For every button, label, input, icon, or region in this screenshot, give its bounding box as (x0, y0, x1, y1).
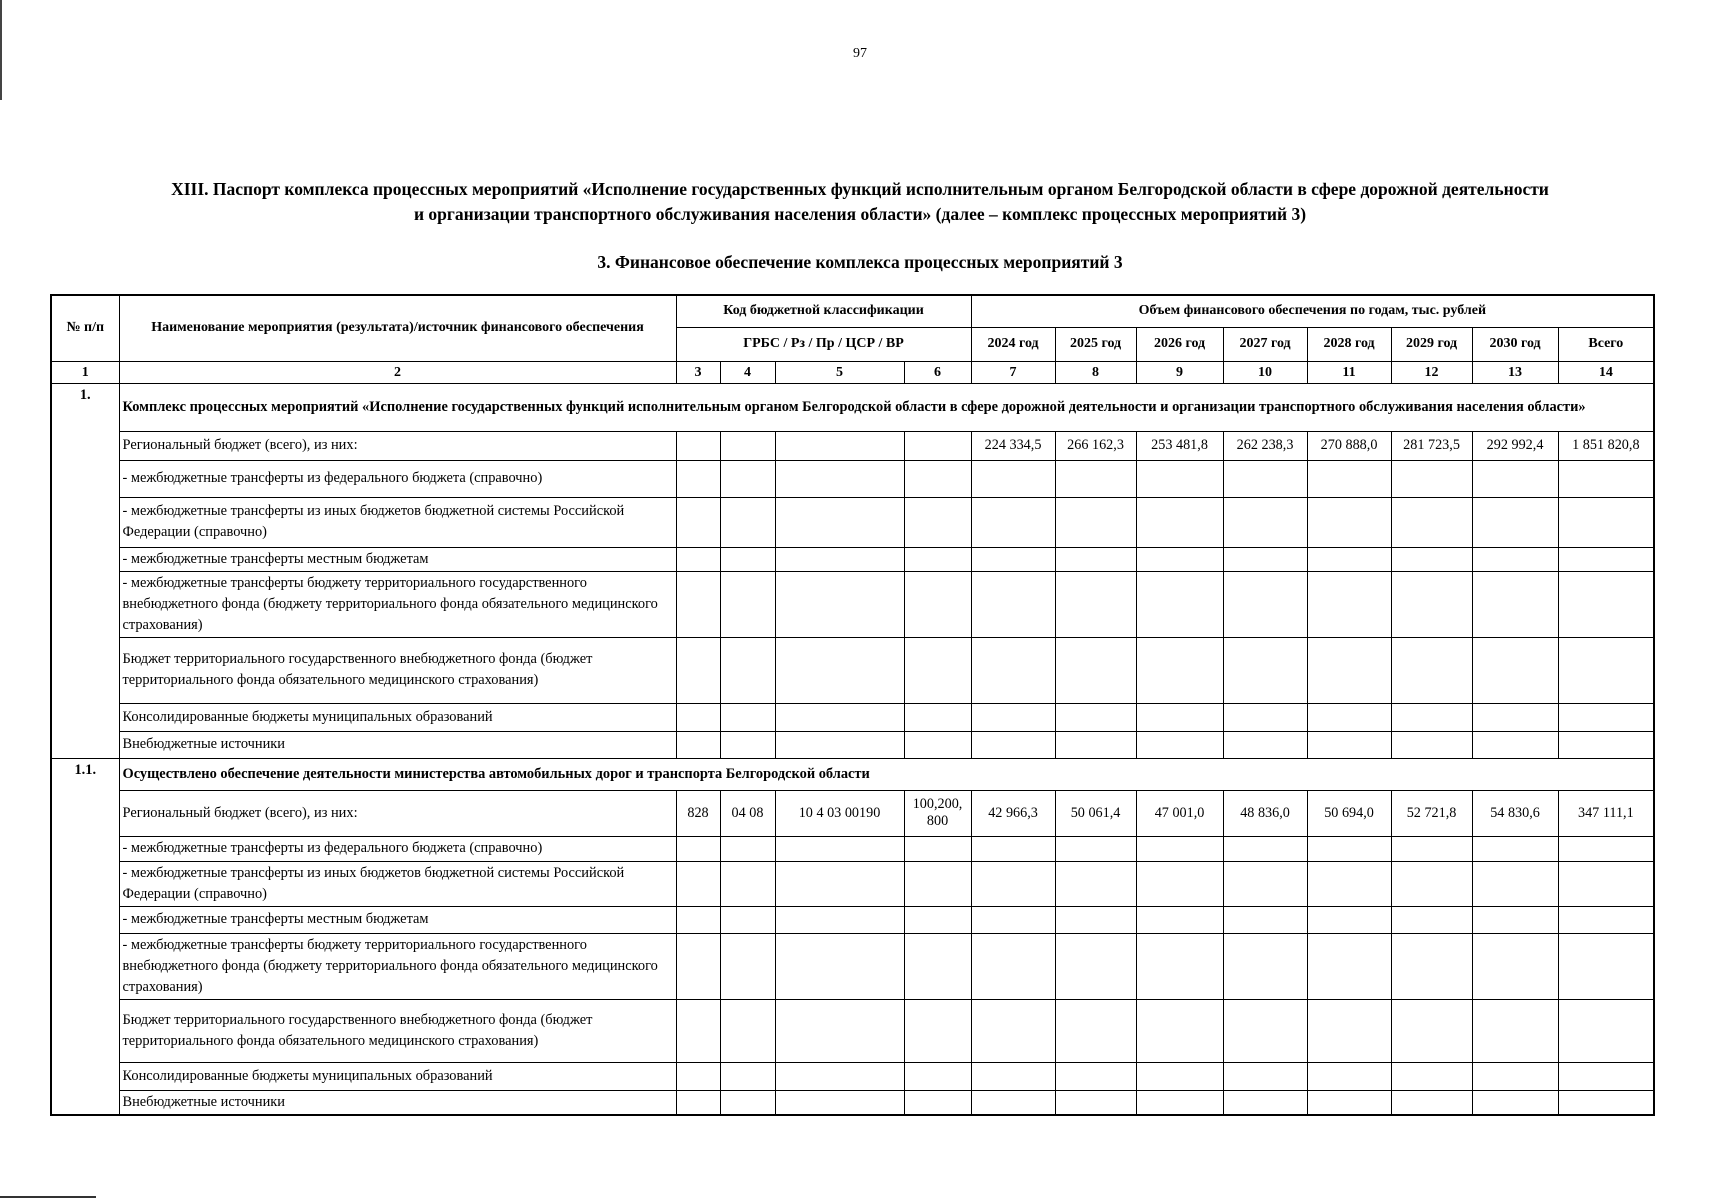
budget-code-cell (775, 1090, 904, 1115)
budget-code-cell (904, 933, 971, 999)
total-value-cell (1558, 1062, 1654, 1090)
budget-code-cell (720, 999, 775, 1062)
year-value-cell: 292 992,4 (1472, 431, 1558, 460)
year-value-cell (971, 571, 1055, 637)
year-value-cell: 224 334,5 (971, 431, 1055, 460)
column-index: 9 (1136, 361, 1223, 383)
year-value-cell (1136, 1090, 1223, 1115)
budget-code-cell (775, 497, 904, 547)
year-value-cell (1391, 571, 1472, 637)
year-value-cell (1223, 497, 1307, 547)
funding-source-name: Внебюджетные источники (119, 1090, 676, 1115)
funding-source-name: Консолидированные бюджеты муниципальных образований (119, 703, 676, 731)
year-value-cell (1472, 547, 1558, 571)
total-value-cell (1558, 861, 1654, 906)
budget-code-cell (676, 460, 720, 497)
column-index: 13 (1472, 361, 1558, 383)
header-year: 2030 год (1472, 327, 1558, 361)
budget-code-cell (676, 571, 720, 637)
table-row (51, 1090, 1654, 1115)
year-value-cell (1055, 1090, 1136, 1115)
year-value-cell (1472, 637, 1558, 703)
year-value-cell (971, 933, 1055, 999)
header-name: Наименование мероприятия (результата)/источник финансового обеспечения (119, 295, 676, 361)
year-value-cell (1391, 731, 1472, 758)
header-num: № п/п (51, 295, 119, 361)
title-line-2: и организации транспортного обслуживания населения области» (далее – комплекс процессных мероприятий 3) (413, 204, 1307, 224)
table-row (51, 571, 1654, 637)
header-year: 2026 год (1136, 327, 1223, 361)
column-index: 3 (676, 361, 720, 383)
year-value-cell (1307, 571, 1391, 637)
year-value-cell (1472, 906, 1558, 933)
year-value-cell (1136, 1062, 1223, 1090)
group-title: Комплекс процессных мероприятий «Исполнение государственных функций исполнительным органом Белгородской области в сфере дорожной деятельности и организации транспортного обслуживания населения области» (119, 383, 1654, 431)
year-value-cell (1055, 637, 1136, 703)
budget-code-cell (775, 731, 904, 758)
year-value-cell (1472, 1062, 1558, 1090)
year-value-cell (1055, 999, 1136, 1062)
budget-code-cell (720, 547, 775, 571)
year-value-cell (1055, 571, 1136, 637)
budget-code-cell (775, 933, 904, 999)
year-value-cell (1055, 497, 1136, 547)
year-value-cell (1307, 497, 1391, 547)
table-row (51, 790, 1654, 836)
year-value-cell: 48 836,0 (1223, 790, 1307, 836)
year-value-cell (1223, 460, 1307, 497)
budget-code-cell (676, 431, 720, 460)
table-row (51, 1062, 1654, 1090)
year-value-cell (1055, 933, 1136, 999)
budget-code-cell: 10 4 03 00190 (775, 790, 904, 836)
year-value-cell (1307, 999, 1391, 1062)
budget-code-cell (904, 431, 971, 460)
funding-source-name: Бюджет территориального государственного внебюджетного фонда (бюджет территориального фонда обязательного медицинского страхования) (119, 999, 676, 1062)
funding-source-name: Внебюджетные источники (119, 731, 676, 758)
budget-code-cell (775, 571, 904, 637)
year-value-cell (1136, 460, 1223, 497)
year-value-cell (1223, 1062, 1307, 1090)
page-number: 97 (853, 46, 867, 61)
budget-code-cell: 828 (676, 790, 720, 836)
budget-code-cell (676, 703, 720, 731)
budget-code-cell (676, 547, 720, 571)
header-volume: Объем финансового обеспечения по годам, тыс. рублей (971, 295, 1654, 327)
table-row (51, 933, 1654, 999)
column-index: 4 (720, 361, 775, 383)
year-value-cell (1055, 731, 1136, 758)
table-row (51, 836, 1654, 861)
year-value-cell (1055, 703, 1136, 731)
funding-source-name: Бюджет территориального государственного внебюджетного фонда (бюджет территориального фонда обязательного медицинского страхования) (119, 637, 676, 703)
budget-code-cell (775, 637, 904, 703)
budget-code-cell (720, 906, 775, 933)
year-value-cell (1307, 906, 1391, 933)
funding-source-name: Региональный бюджет (всего), из них: (119, 431, 676, 460)
year-value-cell (1472, 1090, 1558, 1115)
funding-source-name: - межбюджетные трансферты из федерального бюджета (справочно) (119, 836, 676, 861)
funding-source-name: Консолидированные бюджеты муниципальных образований (119, 1062, 676, 1090)
year-value-cell (971, 861, 1055, 906)
year-value-cell (1307, 836, 1391, 861)
financing-table (50, 294, 1655, 1116)
column-index: 12 (1391, 361, 1472, 383)
funding-source-name: - межбюджетные трансферты бюджету территориального государственного внебюджетного фонда (бюджету территориального фонда обязательного медицинского страхования) (119, 933, 676, 999)
year-value-cell (1472, 703, 1558, 731)
total-value-cell: 1 851 820,8 (1558, 431, 1654, 460)
year-value-cell: 281 723,5 (1391, 431, 1472, 460)
table-row (51, 703, 1654, 731)
budget-code-cell (676, 999, 720, 1062)
year-value-cell (1307, 731, 1391, 758)
column-index: 10 (1223, 361, 1307, 383)
year-value-cell (1223, 933, 1307, 999)
funding-source-name: - межбюджетные трансферты местным бюджетам (119, 547, 676, 571)
budget-code-cell (904, 637, 971, 703)
year-value-cell (971, 999, 1055, 1062)
budget-code-cell (676, 836, 720, 861)
year-value-cell (1472, 731, 1558, 758)
year-value-cell (1136, 571, 1223, 637)
header-year: 2027 год (1223, 327, 1307, 361)
budget-code-cell (676, 637, 720, 703)
budget-code-cell (904, 999, 971, 1062)
budget-code-cell (720, 1062, 775, 1090)
year-value-cell (1223, 906, 1307, 933)
document-title (50, 177, 1670, 227)
year-value-cell (1136, 906, 1223, 933)
table-row (51, 861, 1654, 906)
budget-code-cell (775, 460, 904, 497)
year-value-cell (1391, 703, 1472, 731)
total-value-cell (1558, 731, 1654, 758)
year-value-cell (1391, 861, 1472, 906)
budget-code-cell (904, 861, 971, 906)
budget-code-cell (676, 1090, 720, 1115)
budget-code-cell (676, 861, 720, 906)
funding-source-name: Региональный бюджет (всего), из них: (119, 790, 676, 836)
year-value-cell (1223, 637, 1307, 703)
year-value-cell: 50 061,4 (1055, 790, 1136, 836)
year-value-cell (1136, 933, 1223, 999)
year-value-cell (971, 460, 1055, 497)
column-index: 11 (1307, 361, 1391, 383)
budget-code-cell (775, 836, 904, 861)
group-number: 1.1. (51, 758, 119, 1115)
budget-code-cell (904, 571, 971, 637)
total-value-cell (1558, 906, 1654, 933)
year-value-cell (1223, 999, 1307, 1062)
funding-source-name: - межбюджетные трансферты из иных бюджетов бюджетной системы Российской Федерации (справочно) (119, 497, 676, 547)
year-value-cell (1307, 703, 1391, 731)
budget-code-cell (775, 547, 904, 571)
column-index: 7 (971, 361, 1055, 383)
scan-line (0, 1196, 96, 1198)
table-row (51, 460, 1654, 497)
year-value-cell (1391, 933, 1472, 999)
total-value-cell (1558, 497, 1654, 547)
year-value-cell (1391, 836, 1472, 861)
group-title: Осуществлено обеспечение деятельности министерства автомобильных дорог и транспорта Белгородской области (119, 758, 1654, 790)
year-value-cell (971, 731, 1055, 758)
total-value-cell (1558, 1090, 1654, 1115)
year-value-cell (1391, 547, 1472, 571)
year-value-cell (1055, 906, 1136, 933)
budget-code-cell (720, 1090, 775, 1115)
budget-code-cell (720, 703, 775, 731)
total-value-cell (1558, 460, 1654, 497)
year-value-cell (1136, 547, 1223, 571)
year-value-cell: 270 888,0 (1307, 431, 1391, 460)
year-value-cell (1136, 836, 1223, 861)
year-value-cell: 52 721,8 (1391, 790, 1472, 836)
budget-code-cell (904, 906, 971, 933)
column-index: 8 (1055, 361, 1136, 383)
year-value-cell (971, 637, 1055, 703)
year-value-cell (1055, 861, 1136, 906)
group-title-row (51, 758, 1654, 790)
table-row (51, 637, 1654, 703)
table-row (51, 497, 1654, 547)
header-year: 2024 год (971, 327, 1055, 361)
year-value-cell (1055, 836, 1136, 861)
budget-code-cell (775, 1062, 904, 1090)
column-index: 1 (51, 361, 119, 383)
year-value-cell (1223, 1090, 1307, 1115)
year-value-cell (971, 497, 1055, 547)
year-value-cell (1307, 933, 1391, 999)
year-value-cell (1136, 703, 1223, 731)
section-title: 3. Финансовое обеспечение комплекса процессных мероприятий 3 (597, 252, 1123, 272)
funding-source-name: - межбюджетные трансферты местным бюджетам (119, 906, 676, 933)
budget-code-cell (676, 1062, 720, 1090)
year-value-cell (1223, 703, 1307, 731)
header-year: 2025 год (1055, 327, 1136, 361)
year-value-cell (1055, 460, 1136, 497)
total-value-cell (1558, 703, 1654, 731)
funding-source-name: - межбюджетные трансферты из федерального бюджета (справочно) (119, 460, 676, 497)
year-value-cell (1136, 731, 1223, 758)
year-value-cell (971, 836, 1055, 861)
year-value-cell (1391, 637, 1472, 703)
budget-code-cell: 100,200, 800 (904, 790, 971, 836)
year-value-cell (1223, 731, 1307, 758)
year-value-cell (1472, 933, 1558, 999)
budget-code-cell (904, 1062, 971, 1090)
column-index: 2 (119, 361, 676, 383)
budget-code-cell (775, 906, 904, 933)
budget-code-cell (904, 731, 971, 758)
year-value-cell (1391, 906, 1472, 933)
year-value-cell (971, 906, 1055, 933)
group-number: 1. (51, 383, 119, 758)
header-year: 2029 год (1391, 327, 1472, 361)
year-value-cell (971, 1090, 1055, 1115)
funding-source-name: - межбюджетные трансферты из иных бюджетов бюджетной системы Российской Федерации (справочно) (119, 861, 676, 906)
year-value-cell: 50 694,0 (1307, 790, 1391, 836)
year-value-cell: 253 481,8 (1136, 431, 1223, 460)
budget-code-cell (720, 836, 775, 861)
year-value-cell (1472, 836, 1558, 861)
budget-code-cell (775, 861, 904, 906)
year-value-cell (1136, 497, 1223, 547)
budget-code-cell (720, 933, 775, 999)
year-value-cell (1136, 861, 1223, 906)
year-value-cell (1223, 861, 1307, 906)
year-value-cell (1307, 1062, 1391, 1090)
table-row (51, 731, 1654, 758)
budget-code-cell (904, 460, 971, 497)
budget-code-cell (775, 703, 904, 731)
year-value-cell: 54 830,6 (1472, 790, 1558, 836)
column-index: 14 (1558, 361, 1654, 383)
year-value-cell (1391, 1090, 1472, 1115)
funding-source-name: - межбюджетные трансферты бюджету территориального государственного внебюджетного фонда (бюджету территориального фонда обязательного медицинского страхования) (119, 571, 676, 637)
year-value-cell: 47 001,0 (1136, 790, 1223, 836)
year-value-cell (1223, 836, 1307, 861)
budget-code-cell (676, 731, 720, 758)
budget-code-cell (904, 497, 971, 547)
budget-code-cell (720, 731, 775, 758)
group-title-row (51, 383, 1654, 431)
year-value-cell (1055, 1062, 1136, 1090)
year-value-cell (1391, 460, 1472, 497)
column-index: 5 (775, 361, 904, 383)
table-row (51, 906, 1654, 933)
total-value-cell (1558, 999, 1654, 1062)
year-value-cell: 262 238,3 (1223, 431, 1307, 460)
budget-code-cell (676, 933, 720, 999)
year-value-cell (1223, 547, 1307, 571)
year-value-cell (971, 547, 1055, 571)
total-value-cell (1558, 836, 1654, 861)
budget-code-cell (720, 571, 775, 637)
header-year: Всего (1558, 327, 1654, 361)
year-value-cell (1307, 861, 1391, 906)
year-value-cell (1307, 637, 1391, 703)
year-value-cell (1472, 571, 1558, 637)
year-value-cell: 42 966,3 (971, 790, 1055, 836)
table-row (51, 547, 1654, 571)
year-value-cell (971, 703, 1055, 731)
budget-code-cell (904, 1090, 971, 1115)
year-value-cell (1307, 547, 1391, 571)
year-value-cell (1307, 460, 1391, 497)
budget-code-cell (775, 999, 904, 1062)
year-value-cell (1391, 1062, 1472, 1090)
budget-code-cell: 04 08 (720, 790, 775, 836)
budget-code-cell (720, 861, 775, 906)
year-value-cell: 266 162,3 (1055, 431, 1136, 460)
total-value-cell: 347 111,1 (1558, 790, 1654, 836)
year-value-cell (971, 1062, 1055, 1090)
total-value-cell (1558, 547, 1654, 571)
budget-code-cell (775, 431, 904, 460)
total-value-cell (1558, 637, 1654, 703)
budget-code-cell (720, 460, 775, 497)
year-value-cell (1055, 547, 1136, 571)
header-kbk: Код бюджетной классификации (676, 295, 971, 327)
title-line-1: XIII. Паспорт комплекса процессных мероприятий «Исполнение государственных функций исполнительным органом Белгородской области в сфере дорожной деятельности (171, 179, 1549, 199)
column-index: 6 (904, 361, 971, 383)
budget-code-cell (676, 906, 720, 933)
year-value-cell (1307, 1090, 1391, 1115)
year-value-cell (1223, 571, 1307, 637)
total-value-cell (1558, 933, 1654, 999)
year-value-cell (1472, 497, 1558, 547)
table-row (51, 999, 1654, 1062)
year-value-cell (1391, 999, 1472, 1062)
budget-code-cell (904, 836, 971, 861)
total-value-cell (1558, 571, 1654, 637)
table-row (51, 431, 1654, 460)
year-value-cell (1472, 460, 1558, 497)
year-value-cell (1136, 999, 1223, 1062)
header-kbk-sub: ГРБС / Рз / Пр / ЦСР / ВР (676, 327, 971, 361)
budget-code-cell (904, 703, 971, 731)
budget-code-cell (720, 637, 775, 703)
year-value-cell (1136, 637, 1223, 703)
budget-code-cell (720, 497, 775, 547)
year-value-cell (1472, 999, 1558, 1062)
budget-code-cell (720, 431, 775, 460)
header-year: 2028 год (1307, 327, 1391, 361)
year-value-cell (1472, 861, 1558, 906)
budget-code-cell (676, 497, 720, 547)
budget-code-cell (904, 547, 971, 571)
year-value-cell (1391, 497, 1472, 547)
